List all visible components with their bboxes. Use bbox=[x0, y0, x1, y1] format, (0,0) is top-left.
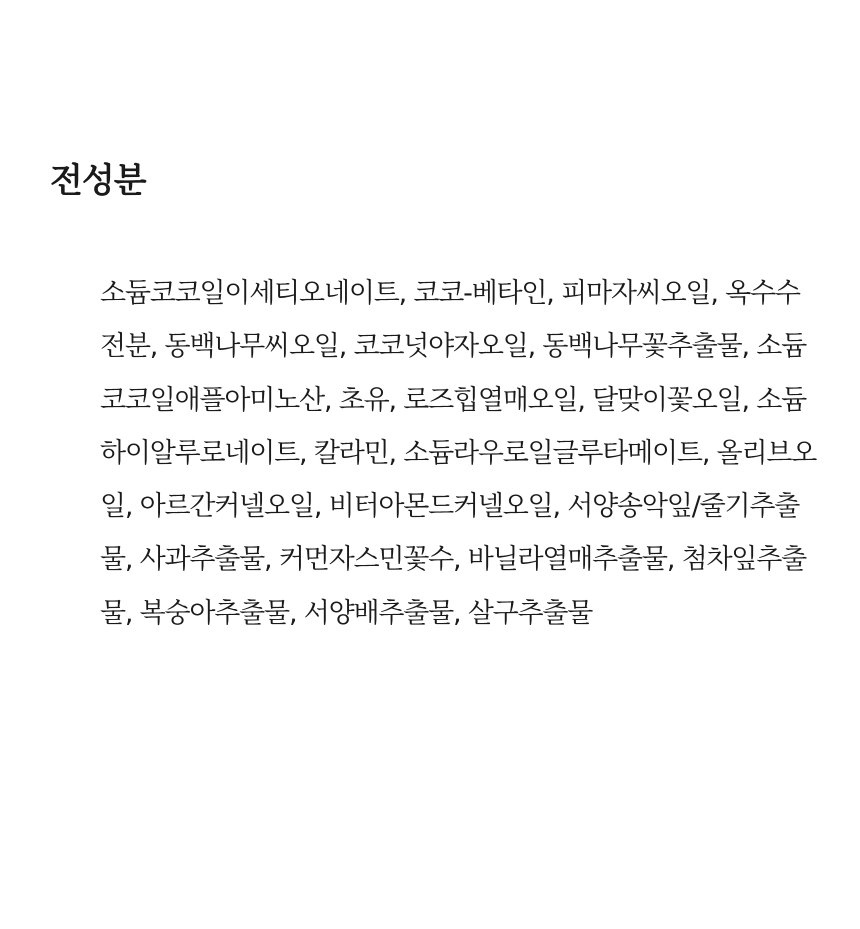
section-title: 전성분 bbox=[50, 161, 146, 201]
ingredients-list: 소듐코코일이세티오네이트, 코코-베타인, 피마자씨오일, 옥수수전분, 동백나무씨오일, 코코넛야자오일, 동백나무꽃추출물, 소듐코코일애플아미노산, 초유, 로즈힙열매오일, 달맞이꽃오일, 소듐하이알루로네이트, 칼라민, 소듐라우로일글루타메이트, 올리브오일, 아르간커넬오일, 비터아몬드커넬오일, 서양송악잎/줄기추출물, 사과추출물, 커먼자스민꽃수, 바닐라열매추출물, 첨차잎추출물, 복숭아추출물, 서양배추출물, 살구추출물 bbox=[100, 278, 817, 629]
